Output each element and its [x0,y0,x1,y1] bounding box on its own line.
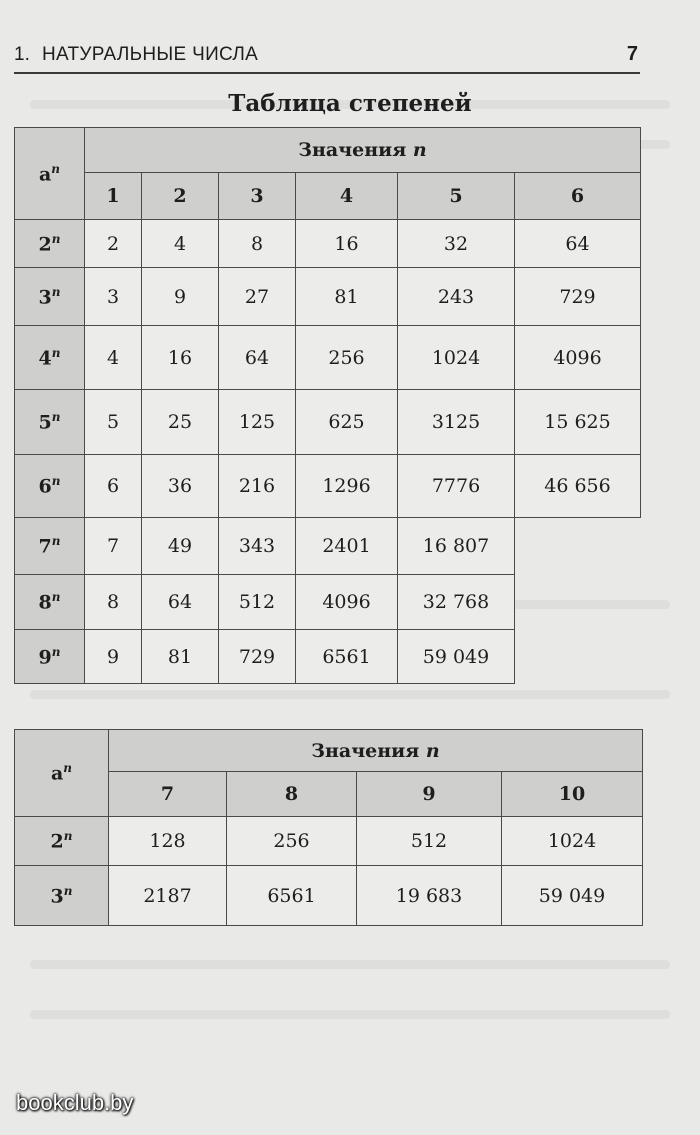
table-row [15,326,641,390]
table-cell: 16 [296,220,398,268]
row-header: 4$^n$ [15,326,85,390]
row-header: 3$^n$ [15,866,109,926]
column-header: 7 [109,772,227,817]
column-header: 5 [398,173,515,220]
column-header-row [15,772,643,817]
table-row [15,575,641,630]
column-header: 3 [219,173,296,220]
table-cell: 36 [142,455,219,518]
empty-cell [515,518,641,575]
table-cell: 9 [142,268,219,326]
table-row [15,866,643,926]
table-row [15,630,641,684]
page-number: 7 [626,43,638,65]
table-row [15,220,641,268]
table-cell: 1296 [296,455,398,518]
watermark: bookclub.by [16,1090,134,1115]
table-cell: 4096 [515,326,641,390]
bleed-through [30,690,670,699]
bleed-through [30,1010,670,1019]
table-cell: 81 [296,268,398,326]
row-header: 5$^n$ [15,390,85,455]
table-row [15,390,641,455]
table-cell: 3125 [398,390,515,455]
table-cell: 6561 [296,630,398,684]
column-header: 8 [227,772,357,817]
table-cell: 19 683 [357,866,502,926]
bleed-through [30,960,670,969]
column-header: 10 [502,772,643,817]
column-header-row [15,173,641,220]
empty-cell [515,630,641,684]
table-cell: 5 [85,390,142,455]
row-header: 9$^n$ [15,630,85,684]
table-cell: 7 [85,518,142,575]
table-cell: 46 656 [515,455,641,518]
row-header: 2$^n$ [15,817,109,866]
row-header: 8$^n$ [15,575,85,630]
section-number: 1. [14,44,30,65]
column-header: 9 [357,772,502,817]
table-row [15,455,641,518]
column-header: 4 [296,173,398,220]
empty-cell [515,575,641,630]
powers-table-2 [14,729,643,926]
corner-header: $a^n$ [15,730,109,817]
table-cell: 64 [219,326,296,390]
column-header: 2 [142,173,219,220]
table-cell: 2187 [109,866,227,926]
table-cell: 9 [85,630,142,684]
table-cell: 15 625 [515,390,641,455]
table-cell: 3 [85,268,142,326]
table-cell: 6 [85,455,142,518]
table-cell: 343 [219,518,296,575]
table-cell: 6561 [227,866,357,926]
table-row [15,268,641,326]
table-cell: 32 768 [398,575,515,630]
table-cell: 128 [109,817,227,866]
row-header: 7$^n$ [15,518,85,575]
group-header: Значения n [109,730,643,772]
table-cell: 256 [227,817,357,866]
table-cell: 243 [398,268,515,326]
table-cell: 512 [219,575,296,630]
powers-table-1 [14,127,641,684]
corner-header: $a^n$ [15,128,85,220]
table-cell: 16 [142,326,219,390]
table-cell: 64 [515,220,641,268]
page-header [14,40,640,74]
row-header: 6$^n$ [15,455,85,518]
table-cell: 729 [219,630,296,684]
table-cell: 4096 [296,575,398,630]
section-title: НАТУРАЛЬНЫЕ ЧИСЛА [42,44,259,65]
column-header: 1 [85,173,142,220]
table-row [15,518,641,575]
column-header: 6 [515,173,641,220]
table-cell: 2401 [296,518,398,575]
table-cell: 8 [219,220,296,268]
table-cell: 16 807 [398,518,515,575]
row-header: 2$^n$ [15,220,85,268]
table-cell: 729 [515,268,641,326]
table-cell: 125 [219,390,296,455]
group-header: Значения n [85,128,641,173]
table-cell: 4 [85,326,142,390]
table-row [15,817,643,866]
table-cell: 512 [357,817,502,866]
table-cell: 25 [142,390,219,455]
table-cell: 1024 [502,817,643,866]
table-cell: 1024 [398,326,515,390]
table-cell: 81 [142,630,219,684]
table-cell: 4 [142,220,219,268]
table-cell: 8 [85,575,142,630]
table-cell: 59 049 [398,630,515,684]
table-cell: 59 049 [502,866,643,926]
table-cell: 32 [398,220,515,268]
table-cell: 256 [296,326,398,390]
table-cell: 49 [142,518,219,575]
table-cell: 216 [219,455,296,518]
table-cell: 7776 [398,455,515,518]
table-cell: 27 [219,268,296,326]
page-title: Таблица степеней [228,90,472,117]
table-cell: 2 [85,220,142,268]
table-cell: 64 [142,575,219,630]
table-cell: 625 [296,390,398,455]
row-header: 3$^n$ [15,268,85,326]
